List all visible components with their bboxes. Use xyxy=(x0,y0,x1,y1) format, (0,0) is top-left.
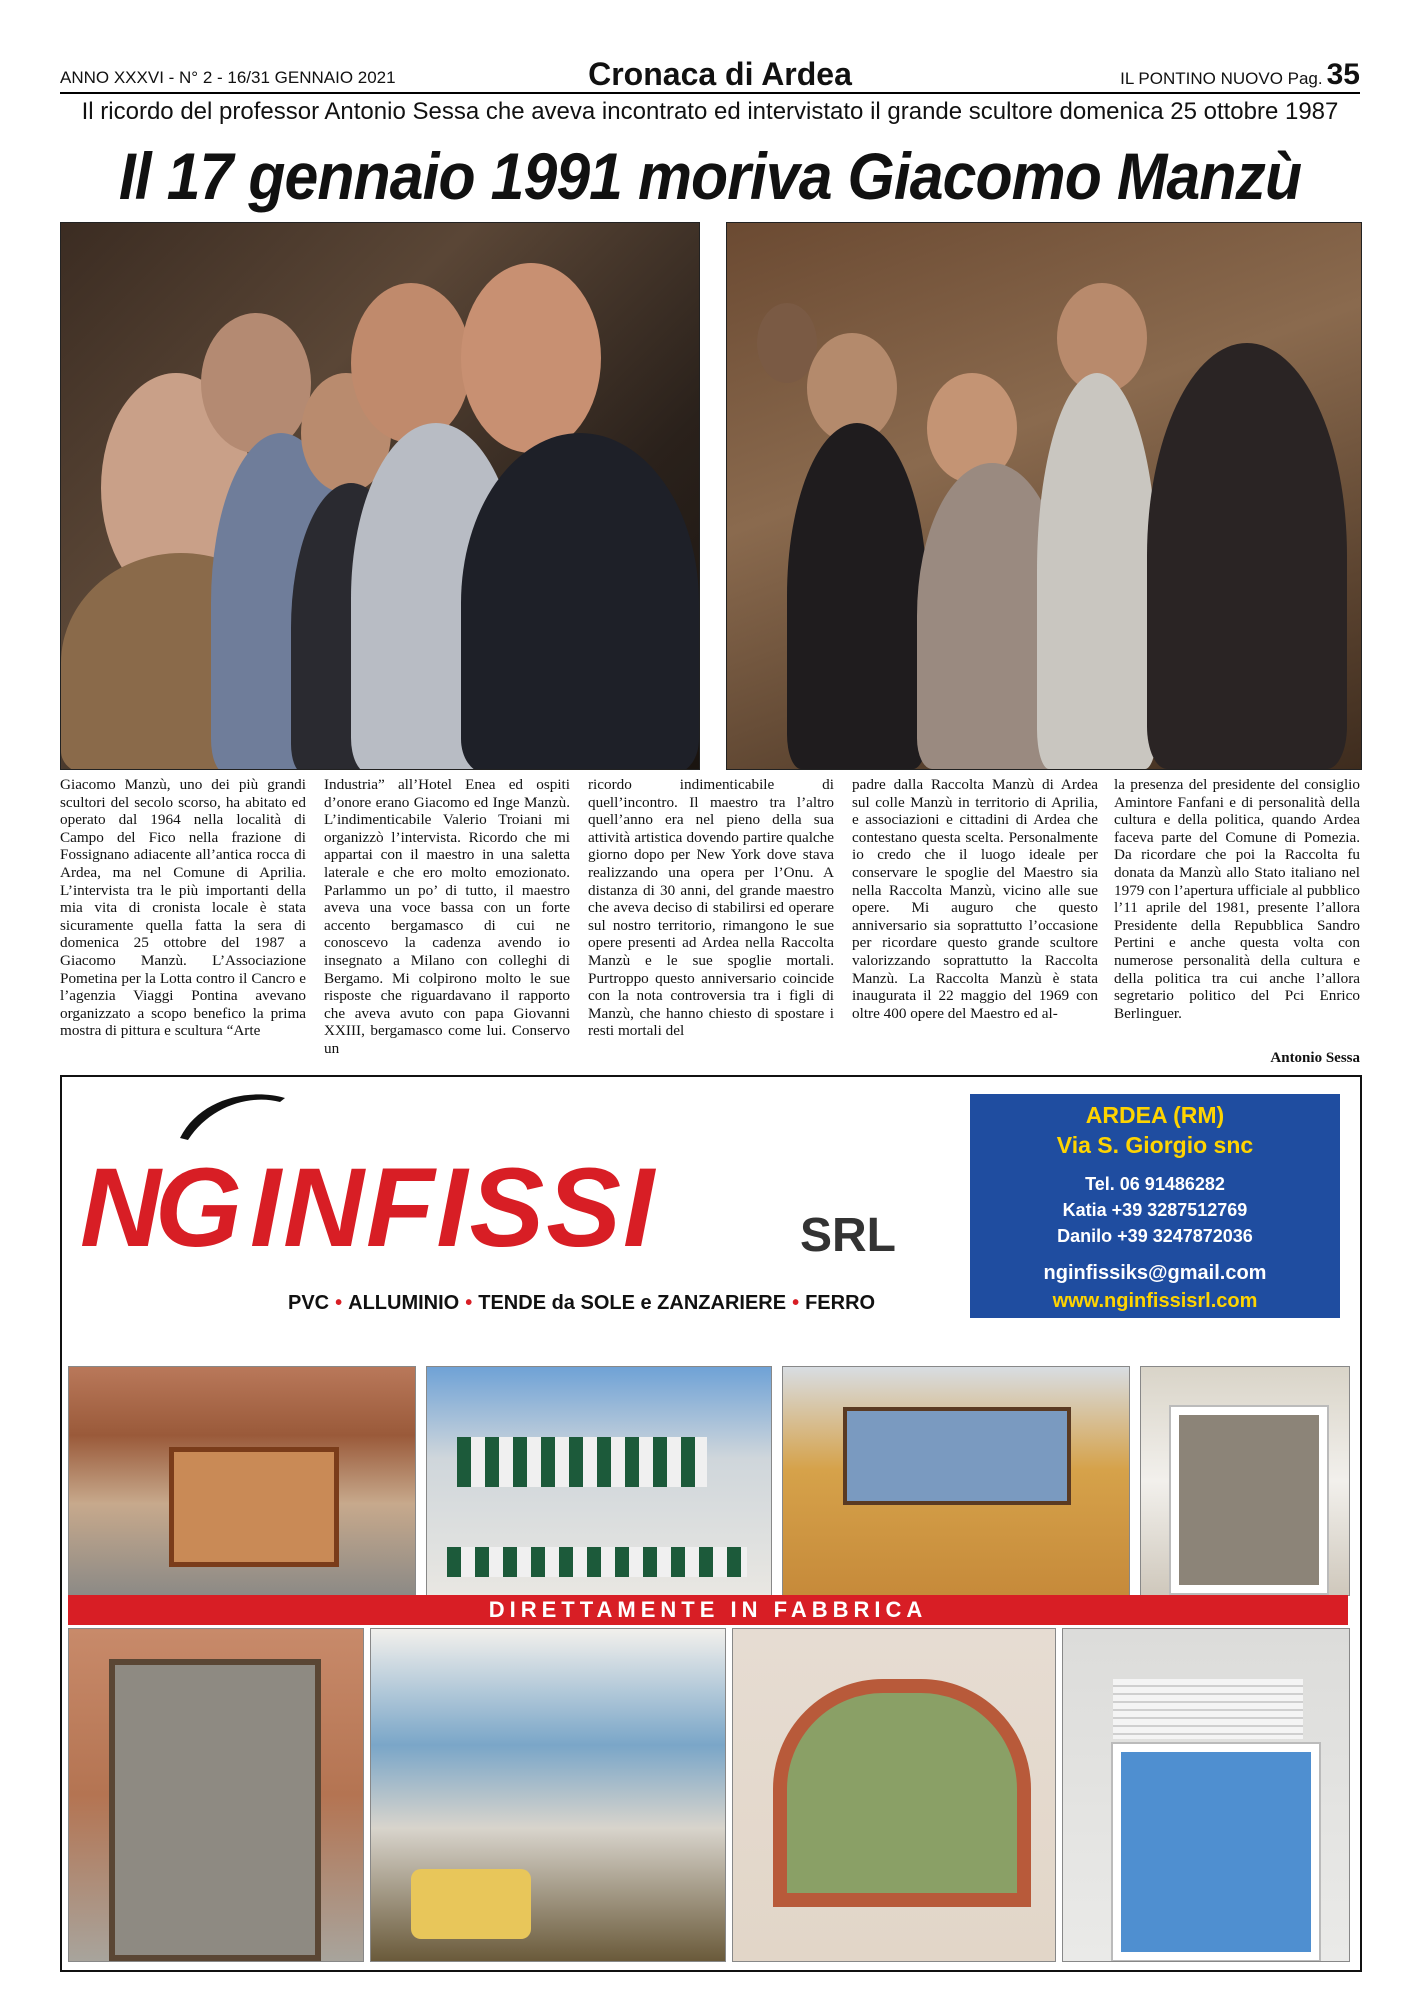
product-item: FERRO xyxy=(805,1292,876,1314)
photo-manzu-visit xyxy=(726,222,1362,770)
article-byline: Antonio Sessa xyxy=(1270,1050,1360,1066)
logo-ng: NG xyxy=(80,1145,236,1270)
photo-veranda-wood xyxy=(68,1366,416,1596)
page-info xyxy=(1120,58,1360,92)
product-list: PVC • ALLUMINIO • TENDE da SOLE e ZANZARIERE • FERRO xyxy=(288,1292,876,1314)
contact-box xyxy=(970,1094,1340,1318)
contact-address: Via S. Giorgio snc xyxy=(1056,1132,1254,1158)
product-item: TENDE da SOLE e ZANZARIERE xyxy=(478,1292,787,1314)
article-column-3 xyxy=(588,776,834,1040)
product-item: PVC xyxy=(288,1292,330,1314)
page-number: 35 xyxy=(1326,58,1360,91)
contact-katia: Katia +39 3287512769 xyxy=(1062,1200,1248,1220)
article-kicker: Il ricordo del professor Antonio Sessa che aveva incontrato ed intervistato il grande scultore domenica 25 ottobre 1987 xyxy=(81,98,1339,125)
article-text: Industria” all’Hotel Enea ed ospiti d’onore erano Giacomo ed Inge Manzù. L’indimenticabile Valerio Troiani mi organizzò l’intervista. Ricordo che mi appartai con il maestro in una saletta laterale e che ero molto emozionato. Parlammo un po’ di tutto, il maestro aveva una voce bassa con un forte accento bergamasco di cui ne conoscevo la cadenza avendo io insegnato a Milano con colleghi di Bergamo. Mi colpirono molto le sue risposte che riguardavano il rapporto che aveva avuto con papa Giovanni XXIII, bergamasco come lui. Conservo un xyxy=(324,776,570,1057)
photo-arched-window xyxy=(732,1628,1056,1962)
photo-sea-view-door xyxy=(370,1628,726,1962)
section-title: Cronaca di Ardea xyxy=(588,56,852,92)
header-rule xyxy=(60,92,1360,94)
photo-awning xyxy=(426,1366,772,1596)
article-text: Giacomo Manzù, uno dei più grandi scultori del secolo scorso, ha abitato ed operato dal 1964 nella località di Campo del Fico nella frazione di Fossignano adiacente all’antica rocca di Ardea, ma nel Comune di Aprilia. L’intervista tra le più importanti della mia vita di cronista locale è stata sicuramente quella fatta la sera di domenica 25 ottobre del 1987 a Giacomo Manzù. L’Associazione Pometina per la Lotta contro il Cancro e l’agenzia Viaggi Pontina avevano organizzato a scopo benefico la prima mostra di pittura e scultura “Arte xyxy=(60,776,306,1040)
photo-veranda-house xyxy=(782,1366,1130,1596)
article-column-4 xyxy=(852,776,1098,1022)
contact-phone: Tel. 06 91486282 xyxy=(1085,1174,1225,1194)
ad-banner: DIRETTAMENTE IN FABBRICA xyxy=(68,1595,1348,1625)
contact-danilo: Danilo +39 3247872036 xyxy=(1057,1226,1253,1246)
logo-infissi: INFISSI xyxy=(250,1145,657,1270)
company-logo xyxy=(80,1145,860,1270)
photo-sliding-screen xyxy=(68,1628,364,1962)
photo-white-window xyxy=(1140,1366,1350,1596)
photo-manzu-interview xyxy=(60,222,700,770)
product-item: ALLUMINIO xyxy=(348,1292,460,1314)
photo-rolling-shutter xyxy=(1062,1628,1350,1962)
article-text: padre dalla Raccolta Manzù di Ardea sul colle Manzù in territorio di Aprilia, e associazioni e cittadini di Ardea che contestano questa scelta. Personalmente io credo che il luogo ideale per conservare le spoglie del Maestro sia nella Raccolta Manzù, vicino alle sue opere. Mi auguro che questo anniversario sia soprattutto l’occasione per ricordare questo grande scultore valorizzando soprattutto la Raccolta Manzù. La Raccolta Manzù è stata inaugurata il 22 maggio del 1969 con oltre 400 opere del Maestro ed al- xyxy=(852,776,1098,1022)
article-column-2 xyxy=(324,776,570,1058)
logo-srl: SRL xyxy=(800,1209,896,1262)
issue-info: ANNO XXXVI - N° 2 - 16/31 GENNAIO 2021 xyxy=(60,68,396,87)
contact-website: www.nginfissisrl.com xyxy=(1052,1290,1258,1312)
article-headline: Il 17 gennaio 1991 moriva Giacomo Manzù xyxy=(118,139,1302,213)
contact-email: nginfissiks@gmail.com xyxy=(1043,1262,1267,1284)
publication-name: IL PONTINO NUOVO Pag. xyxy=(1120,69,1323,88)
article-text: ricordo indimenticabile di quell’incontro. Il maestro tra l’altro quell’anno era nel pieno della sua attività artistica dovendo partire qualche giorno dopo per New York dove stava realizzando una opera per l’Onu. A distanza di 30 anni, del grande maestro che aveva deciso di stabilirsi ed operare sul nostro territorio, rimangono le sue opere presenti ad Ardea nella Raccolta Manzù e le sue spoglie mortali. Purtroppo questo anniversario coincide con la nota controversia tra i figli di Manzù, che hanno chiesto di spostare i resti mortali del xyxy=(588,776,834,1040)
article-column-5 xyxy=(1114,776,1360,1022)
article-text: la presenza del presidente del consiglio Amintore Fanfani e di personalità della cultura e della politica, quando Ardea faceva parte del Comune di Pomezia. Da ricordare che poi la Raccolta fu donata da Manzù allo Stato italiano nel 1979 con l’apertura ufficiale al pubblico l’11 aprile del 1981, presente l’allora Presidente della Repubblica Sandro Pertini e anche questa volta con numerose personalità della cultura e della politica tra cui anche l’allora segretario politico del Pci Enrico Berlinguer. xyxy=(1114,776,1360,1022)
logo-swoosh-icon xyxy=(170,1088,290,1148)
article-column-1 xyxy=(60,776,306,1040)
contact-city: ARDEA (RM) xyxy=(1085,1102,1225,1128)
